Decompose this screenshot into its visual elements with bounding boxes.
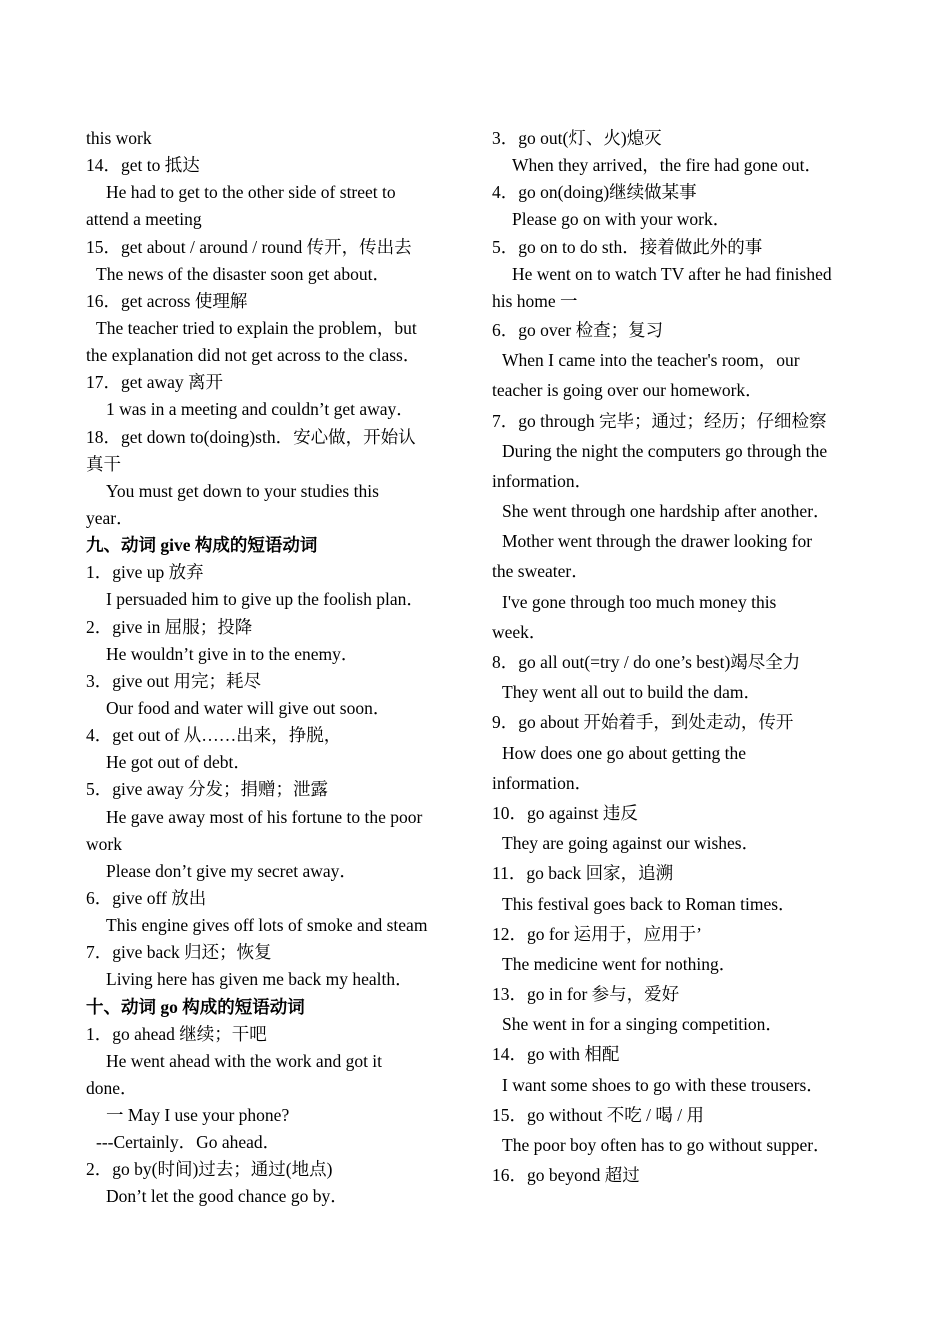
right-text-line: 12．go for 运用于，应用于’ <box>492 923 702 944</box>
left-text-line: done． <box>86 1077 138 1098</box>
left-text-line: this work <box>86 128 152 148</box>
left-section-heading: 十、动词 go 构成的短语动词 <box>86 996 305 1017</box>
left-text-line: Please don’t give my secret away． <box>106 860 357 881</box>
right-text-line: information． <box>492 470 593 491</box>
right-text-line: the sweater． <box>492 561 589 582</box>
right-text-line: 7．go through 完毕；通过；经历；仔细检察 <box>492 410 827 431</box>
left-text-line: You must get down to your studies this <box>106 480 379 501</box>
right-text-line: I've gone through too much money this <box>502 591 777 612</box>
left-text-line: 1．go ahead 继续；干吧 <box>86 1023 267 1044</box>
left-text-line: He went ahead with the work and got it <box>106 1050 383 1071</box>
left-text-line: 2．give in 屈服；投降 <box>86 616 253 637</box>
left-text-line: 5．give away 分发；捐赠；泄露 <box>86 779 329 800</box>
right-text-line: 15．go without 不吃 / 喝 / 用 <box>492 1104 704 1125</box>
left-text-line: He got out of debt． <box>106 752 251 773</box>
left-text-line: work <box>86 833 122 854</box>
right-text-line: She went in for a singing competition． <box>502 1014 783 1035</box>
right-text-line: 4．go on(doing)继续做某事 <box>492 182 697 203</box>
right-text-line: his home 一 <box>492 290 578 311</box>
right-column <box>492 125 872 1190</box>
left-text-line: Our food and water will give out soon． <box>106 697 391 718</box>
right-text-line: 10．go against 违反 <box>492 802 638 823</box>
left-text-line: He gave away most of his fortune to the poor <box>106 806 423 827</box>
right-text-line: When they arrived，the fire had gone out． <box>512 155 823 176</box>
right-text-line: week． <box>492 621 547 642</box>
right-text-line: During the night the computers go through the <box>502 440 828 461</box>
left-text-line: ---Certainly．Go ahead． <box>96 1132 281 1153</box>
right-text-line: How does one go about getting the <box>502 742 746 763</box>
left-text-line: This engine gives off lots of smoke and steam <box>106 915 428 936</box>
left-text-line: 4．get out of 从……出来，挣脱， <box>86 725 342 746</box>
right-text-line: When I came into the teacher's room，our <box>502 350 800 371</box>
right-text-line: 14．go with 相配 <box>492 1044 620 1065</box>
left-text-line: 1 was in a meeting and couldn’t get away． <box>106 399 414 420</box>
right-text-line: teacher is going over our homework． <box>492 380 763 401</box>
left-text-line: the explanation did not get across to the class． <box>86 345 421 366</box>
right-text-line: 9．go about 开始着手，到处走动，传开 <box>492 712 794 733</box>
right-text-line: 11．go back 回家，追溯 <box>492 863 674 884</box>
left-text-line: 18．get down to(doing)sth．安心做，开始认 <box>86 426 416 447</box>
left-text-line: 3．give out 用完；耗尽 <box>86 670 261 691</box>
left-text-line: 17．get away 离开 <box>86 372 224 393</box>
right-text-line: They are going against our wishes． <box>502 833 760 854</box>
left-text-line: year． <box>86 507 134 528</box>
left-text-line: 1．give up 放弃 <box>86 562 204 583</box>
right-text-line: Please go on with your work． <box>512 209 731 230</box>
right-text-line: This festival goes back to Roman times． <box>502 893 796 914</box>
left-text-line: He had to get to the other side of street to <box>106 182 396 203</box>
right-text-line: 16．go beyond 超过 <box>492 1165 640 1186</box>
right-text-line: 8．go all out(=try / do one’s best)竭尽全力 <box>492 652 801 673</box>
right-text-line: 5．go on to do sth．接着做此外的事 <box>492 236 763 257</box>
right-text-line: They went all out to build the dam． <box>502 682 762 703</box>
left-text-line: The teacher tried to explain the problem，but <box>96 317 417 338</box>
right-text-line: The medicine went for nothing． <box>502 953 737 974</box>
left-column <box>86 125 466 1211</box>
left-text-line: 一 May I use your phone? <box>106 1105 290 1126</box>
left-text-line: 15．get about / around / round 传开，传出去 <box>86 236 412 257</box>
left-text-line: Living here has given me back my health． <box>106 969 413 990</box>
right-text-line: information． <box>492 772 593 793</box>
right-text-line: 13．go in for 参与，爱好 <box>492 984 680 1005</box>
left-text-line: 真干 <box>86 453 121 474</box>
left-section-heading: 九、动词 give 构成的短语动词 <box>86 535 318 556</box>
left-text-line: 2．go by(时间)过去；通过(地点) <box>86 1159 333 1180</box>
left-text-line: attend a meeting <box>86 209 202 230</box>
right-text-line: I want some shoes to go with these trousers． <box>502 1074 824 1095</box>
left-text-line: Don’t let the good chance go by． <box>106 1186 348 1207</box>
right-text-line: She went through one hardship after another． <box>502 501 831 522</box>
left-text-line: 7．give back 归还；恢复 <box>86 942 272 963</box>
left-text-line: 14．get to 抵达 <box>86 155 200 176</box>
left-text-line: 6．give off 放出 <box>86 887 207 908</box>
left-text-line: He wouldn’t give in to the enemy． <box>106 643 359 664</box>
right-text-line: The poor boy often has to go without supper． <box>502 1135 831 1156</box>
left-text-line: I persuaded him to give up the foolish plan． <box>106 589 424 610</box>
left-text-line: The news of the disaster soon get about． <box>96 263 391 284</box>
right-text-line: 3．go out(灯、火)熄灭 <box>492 128 662 148</box>
left-text-line: 16．get across 使理解 <box>86 290 248 311</box>
right-text-line: Mother went through the drawer looking for <box>502 531 813 552</box>
right-text-line: He went on to watch TV after he had finished <box>512 263 832 284</box>
right-text-line: 6．go over 检查；复习 <box>492 319 664 340</box>
